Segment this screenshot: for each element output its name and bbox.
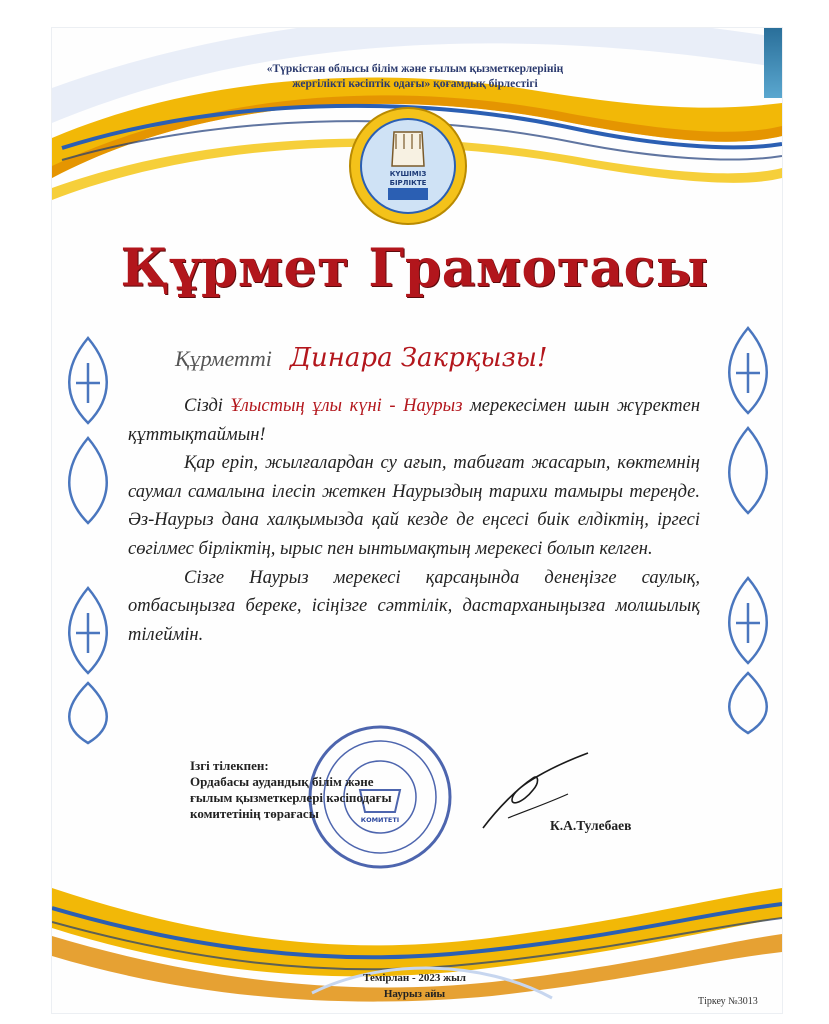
emblem-caption-2: БІРЛІКТЕ	[389, 179, 427, 187]
org-line-1: «Түркістан облысы білім және ғылым қызметкерлерінің	[266, 63, 564, 75]
p1-highlight: Ұлыстың ұлы күні - Наурыз	[230, 396, 463, 416]
greeting	[175, 343, 547, 373]
recipient-name: Динара Закрқызы!	[289, 343, 548, 373]
left-side-ornament	[58, 328, 118, 748]
sign-line-1: Ізгі тілекпен:	[190, 758, 269, 773]
month: Наурыз айы	[383, 988, 446, 1000]
sign-line-4: комитетінің төрағасы	[190, 806, 319, 821]
book-icon	[388, 188, 428, 200]
registration-number: Тіркеу №3013	[698, 996, 758, 1007]
emblem-caption-1: КҮШІМІЗ	[389, 170, 427, 178]
signatory-block	[190, 758, 392, 822]
org-line-2: жергілікті кәсіптік одағы» қоғамдық бірлестігі	[292, 78, 538, 90]
certificate-body	[128, 392, 700, 649]
organization-header	[200, 62, 630, 92]
body-paragraph-1	[128, 392, 700, 449]
right-side-ornament	[718, 318, 778, 738]
body-paragraph-2: Қар еріп, жылғалардан су ағып, табиғат жасарып, көктемнің саумал самалына ілесіп жеткен Наурыздың тарихи тамыры тереңде. Әз-Наурыз дана халқымызда қай кезде де еңсесі биік елдіктің, іргесі сөгілмес бірліктің, ырыс пен ынтымақтың мерекесі болып келген.	[128, 453, 700, 559]
p1-post: мерекесімен шын жүректен құттықтаймын!	[128, 396, 700, 445]
certificate-title: Құрмет Грамотасы	[120, 238, 709, 299]
signatory-name: К.А.Тулебаев	[550, 818, 632, 833]
binder-tab	[764, 28, 782, 98]
union-emblem-logo	[338, 104, 478, 234]
sign-line-3: ғылым қызметкерлері кәсіподағы	[190, 790, 392, 805]
place-date: Темірлан - 2023 жыл	[363, 972, 466, 984]
body-paragraph-3: Сізге Наурыз мерекесі қарсаңында денеңізге саулық, отбасыңызға береке, ісіңізге сәттілік, дастарханыңызға молшылық тілеймін.	[128, 567, 700, 645]
stamp-center-label: КОМИТЕТІ	[360, 816, 400, 824]
fist-icon	[392, 132, 424, 166]
p1-pre: Сізді	[184, 396, 231, 416]
greeting-lead: Құрметті	[175, 346, 272, 371]
sign-line-2: Ордабасы аудандық білім және	[190, 774, 374, 789]
